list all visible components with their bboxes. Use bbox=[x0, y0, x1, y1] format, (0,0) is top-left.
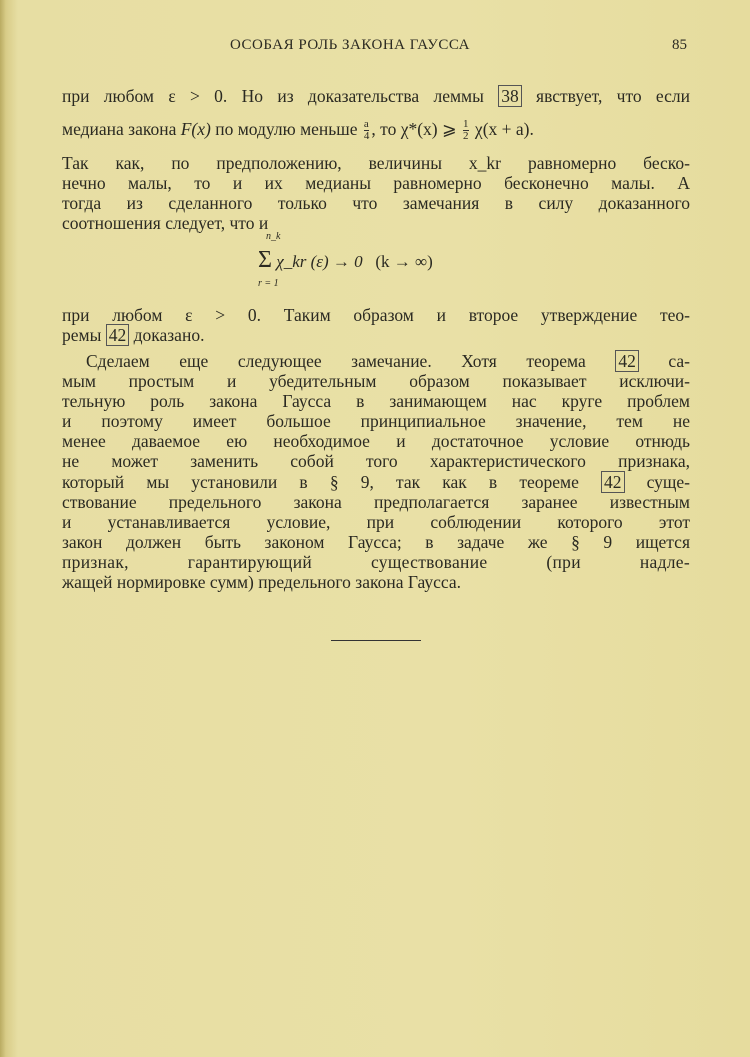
numerator: 1 bbox=[463, 118, 469, 131]
theorem-ref: 42 bbox=[106, 324, 130, 346]
lemma-ref: 38 bbox=[498, 85, 522, 107]
text: ремы bbox=[62, 325, 106, 345]
text: доказано. bbox=[129, 325, 205, 345]
text-line bbox=[62, 325, 690, 345]
text-line: соотношения следует, что и bbox=[62, 213, 269, 233]
text-line: ствование предельного закона предполагается заранее известным bbox=[62, 492, 690, 512]
text-line bbox=[62, 472, 690, 492]
text-line: не может заменить собой того характеристического признака, bbox=[62, 451, 690, 471]
formula bbox=[258, 246, 433, 274]
formula-upper-limit: n_k bbox=[266, 231, 281, 242]
math: χ(x + a). bbox=[470, 119, 534, 139]
page-number: 85 bbox=[672, 37, 687, 53]
text-line: тельную роль закона Гаусса в занимающем нас круге проблем bbox=[62, 391, 690, 411]
text: который мы установили в § 9, так как в теореме bbox=[62, 472, 601, 492]
numerator: a bbox=[363, 118, 369, 131]
text-line: мым простым и убедительным образом показывает исключи- bbox=[62, 371, 690, 391]
text-line bbox=[62, 119, 690, 142]
formula-condition: (k → ∞) bbox=[375, 252, 433, 271]
text-line bbox=[86, 351, 690, 371]
theorem-ref: 42 bbox=[601, 471, 625, 493]
text-line: тогда из сделанного только что замечания в силу доказанного bbox=[62, 193, 690, 213]
text: явствует, что если bbox=[521, 86, 690, 106]
text-line: закон должен быть законом Гаусса; в задаче же § 9 ищется bbox=[62, 532, 690, 552]
text: по модулю меньше bbox=[210, 119, 362, 139]
text-line: признак, гарантирующий существование (при надле- bbox=[62, 552, 690, 572]
running-header: ОСОБАЯ РОЛЬ ЗАКОНА ГАУССА bbox=[230, 37, 470, 53]
formula-lower-limit: r = 1 bbox=[258, 278, 279, 289]
section-end-rule bbox=[331, 640, 421, 641]
text-line: Так как, по предположению, величины x_kr равномерно беско- bbox=[62, 153, 690, 173]
sum-sign: Σ bbox=[258, 247, 272, 273]
text: са- bbox=[638, 351, 690, 371]
text-line: и устанавливается условие, при соблюдении которого этот bbox=[62, 512, 690, 532]
fraction bbox=[364, 119, 370, 142]
math: , то χ*(x) ⩾ bbox=[371, 119, 462, 139]
text-line: и поэтому имеет большое принципиальное значение, тем не bbox=[62, 411, 690, 431]
text: суще- bbox=[624, 472, 691, 492]
text: Сделаем еще следующее замечание. Хотя теорема bbox=[86, 351, 616, 371]
text: при любом ε > 0. Но из доказательства леммы bbox=[62, 86, 499, 106]
formula-body: χ_kr (ε) → 0 bbox=[276, 252, 363, 271]
text-line: жащей нормировке сумм) предельного закона Гаусса. bbox=[62, 572, 462, 592]
fraction bbox=[463, 119, 469, 142]
denominator: 2 bbox=[463, 130, 469, 143]
math: F(x) bbox=[180, 119, 211, 139]
text-line bbox=[62, 86, 690, 106]
text-line: нечно малы, то и их медианы равномерно бесконечно малы. А bbox=[62, 173, 690, 193]
text-line: при любом ε > 0. Таким образом и второе утверждение тео- bbox=[62, 305, 690, 325]
denominator: 4 bbox=[363, 130, 370, 143]
theorem-ref: 42 bbox=[615, 350, 639, 372]
text: медиана закона bbox=[62, 119, 181, 139]
text-line: менее даваемое ею необходимое и достаточное условие отнюдь bbox=[62, 431, 690, 451]
